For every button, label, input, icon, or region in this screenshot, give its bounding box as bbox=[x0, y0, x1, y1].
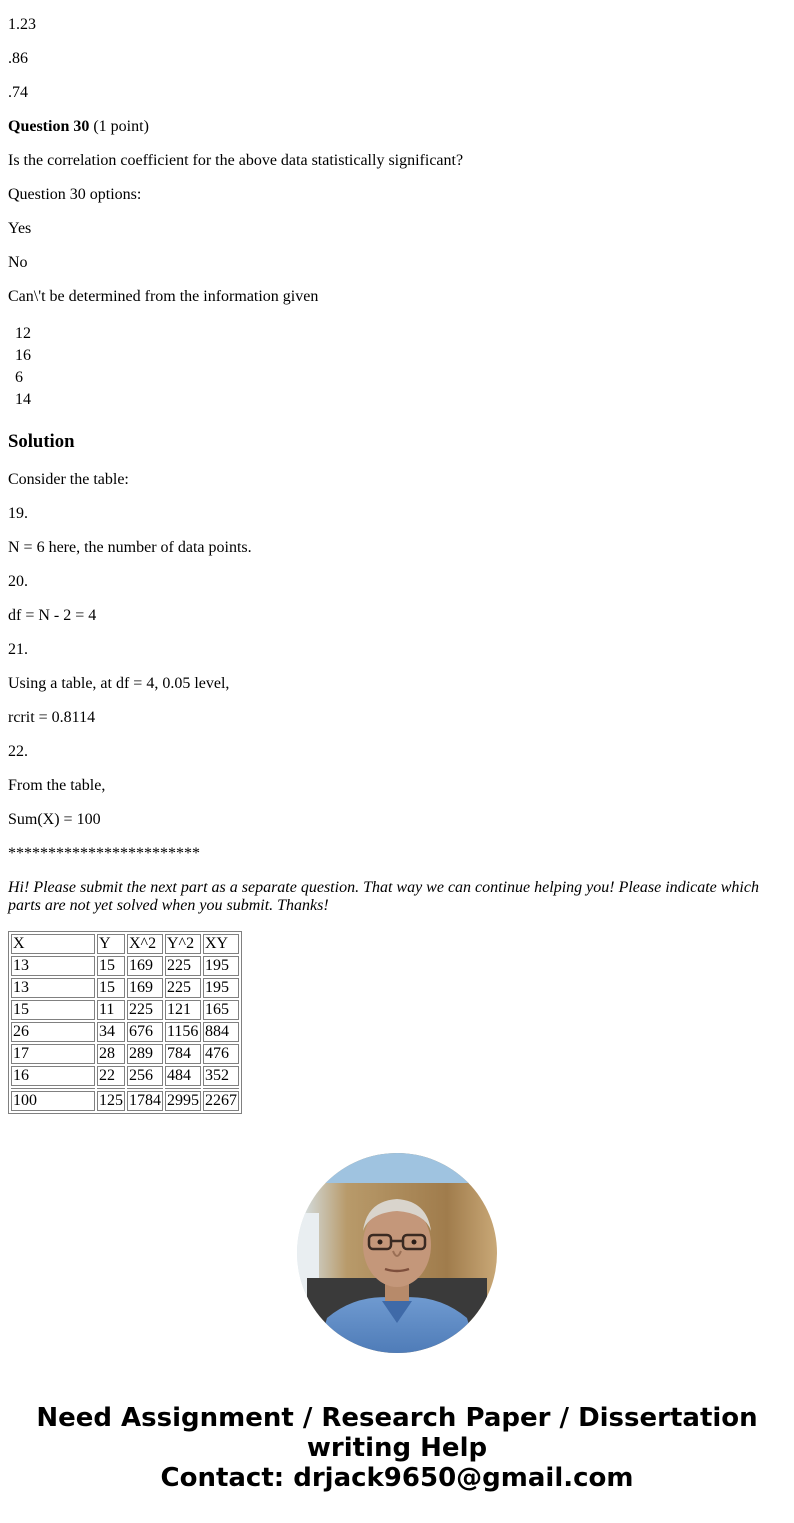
prev-option-2: .86 bbox=[8, 50, 28, 67]
matching-value-3: 6 bbox=[15, 369, 23, 386]
table-totals-row bbox=[11, 1091, 239, 1111]
separator-cell bbox=[97, 1088, 125, 1089]
table-cell: 11 bbox=[97, 1000, 125, 1020]
separator-cell bbox=[11, 1088, 95, 1089]
table-cell: 484 bbox=[165, 1066, 201, 1086]
table-header-cell: X^2 bbox=[127, 934, 163, 954]
table-header-cell: XY bbox=[203, 934, 239, 954]
table-total-cell: 2995 bbox=[167, 1092, 199, 1109]
solution-intro: Consider the table: bbox=[8, 471, 129, 488]
separator-cell bbox=[127, 1088, 163, 1089]
solution-step: From the table, bbox=[8, 777, 106, 794]
table-cell: 225 bbox=[165, 978, 201, 998]
table-cell: 16 bbox=[11, 1066, 95, 1086]
solution-step: df = N - 2 = 4 bbox=[8, 607, 97, 624]
table-cell: 256 bbox=[127, 1066, 163, 1086]
table-header-cell: Y^2 bbox=[165, 934, 201, 954]
solution-step: 20. bbox=[8, 573, 28, 590]
table-cell: 34 bbox=[97, 1022, 125, 1042]
question-header bbox=[8, 118, 149, 136]
question-options-label: Question 30 options: bbox=[8, 186, 142, 203]
tutor-photo bbox=[297, 1153, 497, 1353]
table-row bbox=[11, 978, 239, 998]
table-cell: 1156 bbox=[165, 1022, 201, 1042]
table-cell: 676 bbox=[127, 1022, 163, 1042]
table-total-cell: 100 bbox=[11, 1091, 95, 1111]
table-cell: 225 bbox=[127, 1000, 163, 1020]
table-row bbox=[11, 1022, 239, 1042]
option-cant-determine[interactable]: Can\'t be determined from the information given bbox=[8, 288, 319, 305]
table-cell: 784 bbox=[165, 1044, 201, 1064]
footer-line: writing Help bbox=[306, 1433, 488, 1463]
matching-value-4: 14 bbox=[15, 391, 31, 408]
table-header-cell: X bbox=[11, 934, 95, 954]
table-row bbox=[11, 956, 239, 976]
table-cell: 28 bbox=[97, 1044, 125, 1064]
solution-step: 19. bbox=[8, 505, 28, 522]
matching-value-1: 12 bbox=[15, 325, 31, 342]
data-table bbox=[8, 931, 242, 1114]
table-row bbox=[11, 1066, 239, 1086]
prev-option-1: 1.23 bbox=[8, 16, 36, 33]
solution-step: Sum(X) = 100 bbox=[8, 811, 101, 828]
table-total-cell: 1784 bbox=[129, 1092, 161, 1109]
table-row bbox=[11, 1000, 239, 1020]
option-no[interactable]: No bbox=[8, 254, 28, 271]
table-total-cell: 125 bbox=[99, 1092, 123, 1109]
option-yes[interactable]: Yes bbox=[8, 220, 32, 237]
table-cell: 195 bbox=[203, 978, 239, 998]
table-header-row bbox=[11, 934, 239, 954]
table-cell: 15 bbox=[11, 1000, 95, 1020]
table-cell: 225 bbox=[165, 956, 201, 976]
question-points: (1 point) bbox=[89, 118, 149, 135]
footer-banner bbox=[0, 1403, 794, 1493]
table-cell: 352 bbox=[203, 1066, 239, 1086]
question-text: Is the correlation coefficient for the above data statistically significant? bbox=[8, 152, 464, 169]
table-row bbox=[11, 1044, 239, 1064]
question-number: Question 30 bbox=[8, 118, 90, 135]
solution-step: Using a table, at df = 4, 0.05 level, bbox=[8, 675, 230, 692]
table-cell: 26 bbox=[11, 1022, 95, 1042]
solution-heading: Solution bbox=[8, 431, 75, 452]
solution-step: rcrit = 0.8114 bbox=[8, 709, 96, 726]
footer-contact: Contact: drjack9650@gmail.com bbox=[160, 1463, 634, 1493]
table-total-cell: 2267 bbox=[205, 1092, 237, 1109]
table-cell: 476 bbox=[203, 1044, 239, 1064]
table-cell: 195 bbox=[203, 956, 239, 976]
table-cell: 17 bbox=[11, 1044, 95, 1064]
solution-step: 22. bbox=[8, 743, 28, 760]
tutor-photo-illustration bbox=[297, 1153, 497, 1353]
table-header-cell: Y bbox=[97, 934, 125, 954]
table-cell: 15 bbox=[97, 956, 125, 976]
table-cell: 169 bbox=[127, 978, 163, 998]
separator: ************************ bbox=[8, 845, 200, 862]
prev-option-3: .74 bbox=[8, 84, 28, 101]
table-cell: 169 bbox=[127, 956, 163, 976]
table-cell: 289 bbox=[127, 1044, 163, 1064]
solution-step: N = 6 here, the number of data points. bbox=[8, 539, 252, 556]
table-cell: 13 bbox=[11, 956, 95, 976]
table-cell: 884 bbox=[203, 1022, 239, 1042]
table-cell: 165 bbox=[203, 1000, 239, 1020]
solution-step: 21. bbox=[8, 641, 28, 658]
separator-cell bbox=[165, 1088, 201, 1089]
table-cell: 15 bbox=[97, 978, 125, 998]
table-total-separator bbox=[11, 1088, 239, 1089]
help-note: Hi! Please submit the next part as a separate question. That way we can continue helping you! Please indicate which parts are not yet solved when you submit. Thanks! bbox=[8, 879, 759, 914]
table-cell: 121 bbox=[165, 1000, 201, 1020]
footer-line: Need Assignment / Research Paper / Dissertation bbox=[36, 1403, 758, 1433]
matching-value-2: 16 bbox=[15, 347, 31, 364]
table-cell: 13 bbox=[11, 978, 95, 998]
separator-cell bbox=[203, 1088, 239, 1089]
table-cell: 22 bbox=[97, 1066, 125, 1086]
